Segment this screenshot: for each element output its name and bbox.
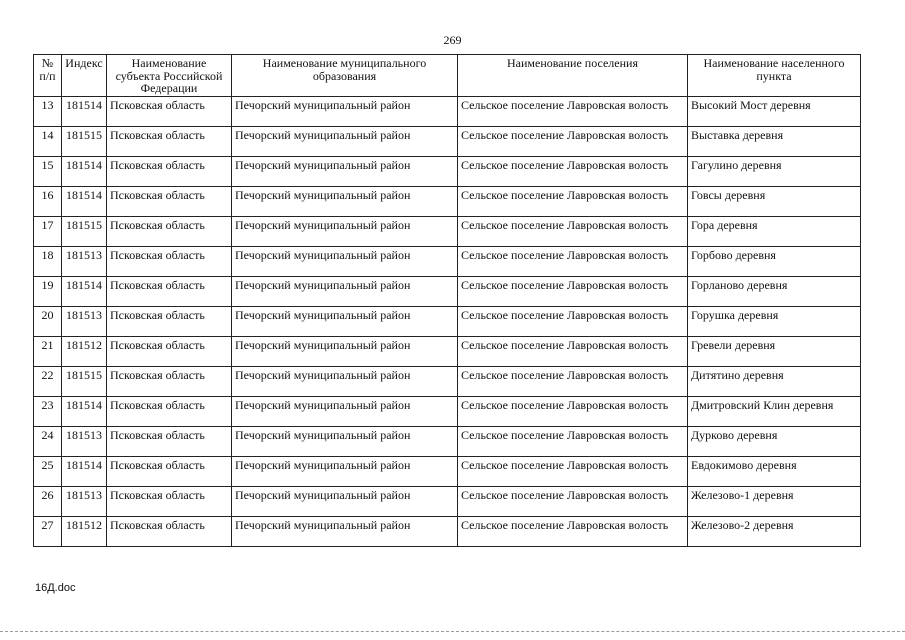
cell-subject: Псковская область (107, 157, 232, 187)
cell-index: 181514 (62, 187, 107, 217)
cell-num: 25 (34, 457, 62, 487)
cell-num: 26 (34, 487, 62, 517)
table-header-row (34, 55, 861, 97)
cell-num: 14 (34, 127, 62, 157)
cell-num: 16 (34, 187, 62, 217)
cell-municipality: Печорский муниципальный район (232, 367, 458, 397)
cell-locality: Выставка деревня (688, 127, 861, 157)
cell-settlement: Сельское поселение Лавровская волость (458, 397, 688, 427)
cell-locality: Горланово деревня (688, 277, 861, 307)
cell-num: 24 (34, 427, 62, 457)
table-row (34, 277, 861, 307)
table-row (34, 427, 861, 457)
header-locality: Наименование населенного пункта (688, 55, 861, 97)
cell-index: 181514 (62, 457, 107, 487)
cell-index: 181513 (62, 307, 107, 337)
cell-subject: Псковская область (107, 517, 232, 547)
cell-settlement: Сельское поселение Лавровская волость (458, 187, 688, 217)
table-row (34, 97, 861, 127)
cell-num: 27 (34, 517, 62, 547)
cell-locality: Гревели деревня (688, 337, 861, 367)
cell-settlement: Сельское поселение Лавровская волость (458, 277, 688, 307)
footer-filename: 16Д.doc (35, 582, 76, 594)
cell-locality: Железово-2 деревня (688, 517, 861, 547)
cell-index: 181514 (62, 157, 107, 187)
cell-locality: Дурково деревня (688, 427, 861, 457)
cell-locality: Дитятино деревня (688, 367, 861, 397)
cell-municipality: Печорский муниципальный район (232, 217, 458, 247)
cell-index: 181512 (62, 517, 107, 547)
cell-index: 181515 (62, 127, 107, 157)
cell-municipality: Печорский муниципальный район (232, 487, 458, 517)
cell-index: 181514 (62, 397, 107, 427)
header-subject: Наименование субъекта Российской Федерации (107, 55, 232, 97)
table-row (34, 367, 861, 397)
cell-settlement: Сельское поселение Лавровская волость (458, 127, 688, 157)
cell-num: 17 (34, 217, 62, 247)
cell-index: 181514 (62, 277, 107, 307)
cell-num: 13 (34, 97, 62, 127)
cell-municipality: Печорский муниципальный район (232, 517, 458, 547)
cell-num: 18 (34, 247, 62, 277)
cell-municipality: Печорский муниципальный район (232, 157, 458, 187)
cell-index: 181512 (62, 337, 107, 367)
cell-municipality: Печорский муниципальный район (232, 187, 458, 217)
cell-subject: Псковская область (107, 487, 232, 517)
cell-num: 15 (34, 157, 62, 187)
scan-edge-divider (0, 631, 905, 632)
cell-subject: Псковская область (107, 127, 232, 157)
cell-municipality: Печорский муниципальный район (232, 457, 458, 487)
table-row (34, 397, 861, 427)
header-settlement: Наименование поселения (458, 55, 688, 97)
cell-index: 181515 (62, 367, 107, 397)
table-row (34, 457, 861, 487)
cell-index: 181515 (62, 217, 107, 247)
table-row (34, 487, 861, 517)
cell-locality: Горушка деревня (688, 307, 861, 337)
table-body (34, 97, 861, 547)
header-num: № п/п (34, 55, 62, 97)
cell-num: 22 (34, 367, 62, 397)
cell-municipality: Печорский муниципальный район (232, 397, 458, 427)
cell-subject: Псковская область (107, 427, 232, 457)
cell-subject: Псковская область (107, 367, 232, 397)
header-index: Индекс (62, 55, 107, 97)
cell-subject: Псковская область (107, 337, 232, 367)
cell-subject: Псковская область (107, 97, 232, 127)
cell-settlement: Сельское поселение Лавровская волость (458, 367, 688, 397)
cell-locality: Высокий Мост деревня (688, 97, 861, 127)
cell-locality: Гора деревня (688, 217, 861, 247)
cell-settlement: Сельское поселение Лавровская волость (458, 217, 688, 247)
cell-locality: Говсы деревня (688, 187, 861, 217)
cell-subject: Псковская область (107, 277, 232, 307)
table-row (34, 307, 861, 337)
cell-municipality: Печорский муниципальный район (232, 427, 458, 457)
cell-index: 181513 (62, 487, 107, 517)
cell-num: 21 (34, 337, 62, 367)
cell-num: 23 (34, 397, 62, 427)
cell-locality: Железово-1 деревня (688, 487, 861, 517)
page-number: 269 (443, 33, 462, 47)
cell-settlement: Сельское поселение Лавровская волость (458, 517, 688, 547)
cell-settlement: Сельское поселение Лавровская волость (458, 307, 688, 337)
cell-municipality: Печорский муниципальный район (232, 97, 458, 127)
cell-subject: Псковская область (107, 307, 232, 337)
cell-subject: Псковская область (107, 247, 232, 277)
cell-municipality: Печорский муниципальный район (232, 127, 458, 157)
cell-settlement: Сельское поселение Лавровская волость (458, 247, 688, 277)
cell-settlement: Сельское поселение Лавровская волость (458, 457, 688, 487)
cell-index: 181513 (62, 247, 107, 277)
table-row (34, 247, 861, 277)
cell-municipality: Печорский муниципальный район (232, 277, 458, 307)
table-row (34, 127, 861, 157)
cell-settlement: Сельское поселение Лавровская волость (458, 487, 688, 517)
cell-municipality: Печорский муниципальный район (232, 247, 458, 277)
cell-locality: Дмитровский Клин деревня (688, 397, 861, 427)
table-row (34, 517, 861, 547)
cell-subject: Псковская область (107, 187, 232, 217)
table-row (34, 157, 861, 187)
cell-locality: Евдокимово деревня (688, 457, 861, 487)
cell-subject: Псковская область (107, 217, 232, 247)
cell-index: 181513 (62, 427, 107, 457)
cell-settlement: Сельское поселение Лавровская волость (458, 427, 688, 457)
cell-municipality: Печорский муниципальный район (232, 307, 458, 337)
table-row (34, 187, 861, 217)
table-row (34, 337, 861, 367)
header-municipality: Наименование муниципального образования (232, 55, 458, 97)
cell-settlement: Сельское поселение Лавровская волость (458, 337, 688, 367)
cell-settlement: Сельское поселение Лавровская волость (458, 157, 688, 187)
cell-locality: Горбово деревня (688, 247, 861, 277)
cell-subject: Псковская область (107, 457, 232, 487)
cell-num: 19 (34, 277, 62, 307)
cell-index: 181514 (62, 97, 107, 127)
table-row (34, 217, 861, 247)
cell-municipality: Печорский муниципальный район (232, 337, 458, 367)
locality-table (33, 54, 861, 547)
cell-settlement: Сельское поселение Лавровская волость (458, 97, 688, 127)
cell-locality: Гагулино деревня (688, 157, 861, 187)
cell-subject: Псковская область (107, 397, 232, 427)
cell-num: 20 (34, 307, 62, 337)
